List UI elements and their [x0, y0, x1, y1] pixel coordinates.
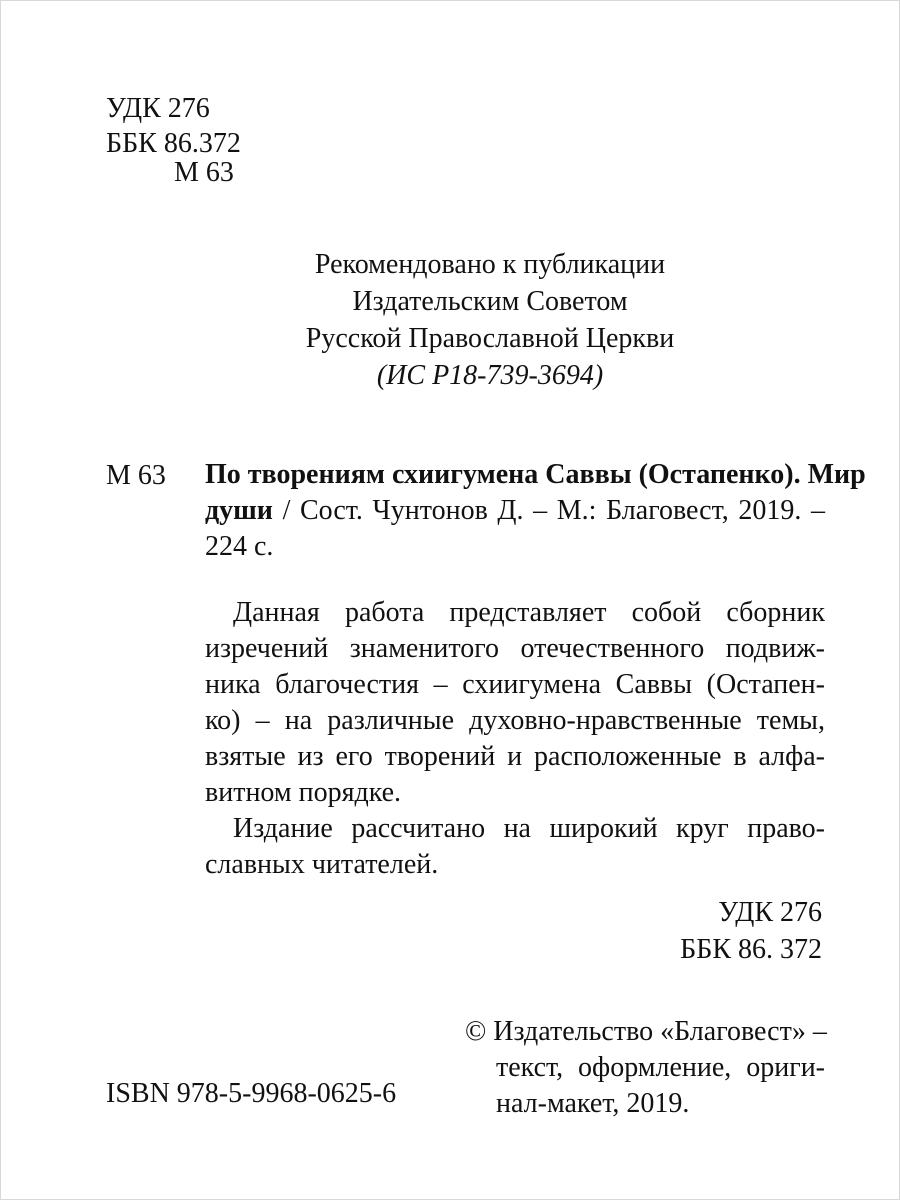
bibliography-pages: 224 с.: [205, 531, 274, 562]
annotation-block: [205, 595, 825, 883]
bibliography-entry: [205, 457, 866, 565]
bbk-code-top: ББК 86.372: [106, 128, 241, 159]
annotation-p2-line-1: Издание рассчитано на широкий круг право-: [233, 813, 825, 844]
bibliography-title-line-2: души: [205, 495, 273, 526]
udk-code-top: УДК 276: [106, 93, 210, 124]
recommendation-line-2: Издательским Советом: [352, 286, 628, 317]
copyright-block: [465, 1014, 825, 1122]
recommendation-line-1: Рекомендовано к публикации: [314, 249, 666, 280]
copyright-line-2: текст, оформление, ориги-: [496, 1052, 825, 1083]
copyright-line-1: © Издательство «Благовест» –: [465, 1016, 827, 1047]
recommendation-block: [200, 246, 780, 394]
annotation-p1-line-6: витном порядке.: [205, 777, 402, 808]
isbn: ISBN 978-5-9968-0625-6: [106, 1078, 397, 1109]
copyright-line-3: нал-макет, 2019.: [496, 1088, 690, 1119]
annotation-p1-line-2: изречений знаменитого отечественного подвиж-: [205, 633, 825, 664]
bibliography-imprint: / Сост. Чунтонов Д. – М.: Благовест, 2019. –: [272, 495, 825, 526]
recommendation-line-3: Русской Православной Церкви: [305, 323, 675, 354]
recommendation-code: (ИС Р18-739-3694): [376, 360, 604, 391]
bibliography-title-line-1: По творениям схиигумена Саввы (Остапенко). Мир: [205, 459, 866, 490]
annotation-p2-line-2: славных читателей.: [205, 849, 439, 880]
bottom-codes-block: [680, 894, 822, 968]
annotation-p1-line-4: ко) – на различные духовно-нравственные темы,: [205, 705, 825, 736]
bibliography-line-2: [205, 493, 825, 529]
annotation-p1-line-3: ника благочестия – схиигумена Саввы (Остапен-: [205, 669, 825, 700]
annotation-p1-line-5: взятые из его творений и расположенные в алфа-: [205, 741, 825, 772]
udk-code-bottom: УДК 276: [718, 897, 822, 928]
author-mark-top: М 63: [174, 157, 234, 188]
bibliography-author-mark: М 63: [106, 460, 166, 491]
bbk-code-bottom: ББК 86. 372: [680, 934, 822, 965]
annotation-p1-line-1: Данная работа представляет собой сборник: [233, 597, 825, 628]
